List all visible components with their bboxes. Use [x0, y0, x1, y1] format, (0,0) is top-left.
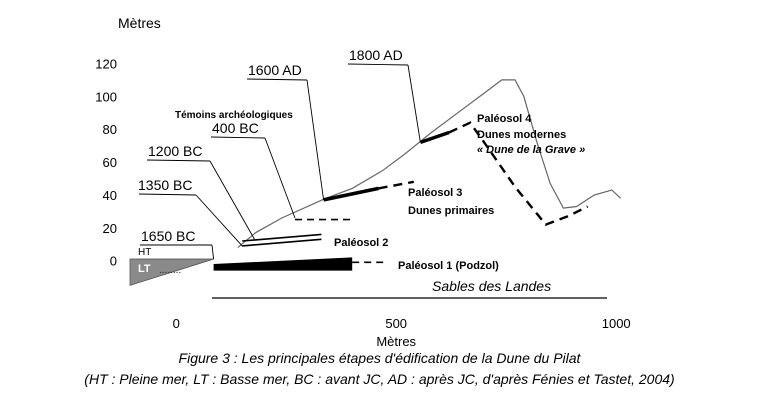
paleosol3-line: [324, 188, 379, 200]
bc1200-date-underline: [147, 160, 210, 161]
y-tick-label: 20: [102, 220, 117, 236]
bc400-date-label: 400 BC: [212, 120, 259, 136]
y-tick-label: 120: [95, 56, 117, 72]
x-axis-title: Mètres: [376, 334, 417, 349]
y-tick-label: 80: [102, 122, 117, 138]
figure-caption: Figure 3 : Les principales étapes d'édification de la Dune du Pilat: [178, 350, 581, 366]
paleosol2-date-leader: [196, 195, 242, 246]
paleosol3-date-underline: [247, 79, 307, 80]
x-tick-label: 500: [385, 316, 408, 331]
paleosol1-label: Paléosol 1 (Podzol): [398, 260, 499, 272]
paleosol2-label: Paléosol 2: [334, 237, 389, 249]
paleosol1-date-leader: [212, 245, 214, 259]
paleosol3-date-leader: [307, 80, 324, 200]
paleosol4-dune-name: « Dune de la Grave »: [477, 144, 586, 156]
high-tide-label: HT: [138, 247, 152, 259]
beach-dots: ........: [159, 265, 182, 277]
bc1200-date-label: 1200 BC: [148, 143, 203, 159]
y-tick-label: 60: [102, 155, 117, 171]
paleosol2-date-underline: [139, 194, 196, 195]
paleosol4-sublabel: Dunes modernes: [477, 129, 567, 141]
dune-profile-line: [238, 80, 621, 248]
bc1200-date-leader: [210, 161, 255, 239]
paleosol4-label: Paléosol 4: [477, 113, 532, 125]
paleosol3-sublabel: Dunes primaires: [408, 205, 495, 217]
bc400-date-leader: [265, 138, 295, 218]
archaeological-remains-label: Témoins archéologiques: [175, 110, 293, 121]
paleosol4-date-label: 1800 AD: [349, 47, 403, 63]
x-tick-label: 1000: [601, 316, 631, 331]
paleosol3-label: Paléosol 3: [408, 187, 463, 199]
figure-caption-legend: (HT : Pleine mer, LT : Basse mer, BC : avant JC, AD : après JC, d'après Fénies et Tastet, 2004): [84, 371, 675, 387]
x-tick-label: 0: [172, 316, 180, 331]
paleosol1-date-label: 1650 BC: [141, 228, 196, 244]
bc400-date-underline: [211, 137, 265, 138]
paleosol3-date-label: 1600 AD: [248, 62, 302, 78]
paleosol4-date-leader: [408, 65, 420, 142]
paleosol4-date-underline: [348, 64, 408, 65]
y-tick-label: 0: [109, 253, 117, 269]
paleosol1-band: [214, 257, 353, 270]
low-tide-label: LT: [138, 263, 151, 276]
y-tick-label: 100: [95, 89, 117, 105]
sables-des-landes-label: Sables des Landes: [432, 278, 552, 294]
y-axis-title: Mètres: [118, 15, 161, 31]
paleosol2-date-label: 1350 BC: [138, 177, 193, 193]
y-tick-label: 40: [102, 187, 117, 203]
